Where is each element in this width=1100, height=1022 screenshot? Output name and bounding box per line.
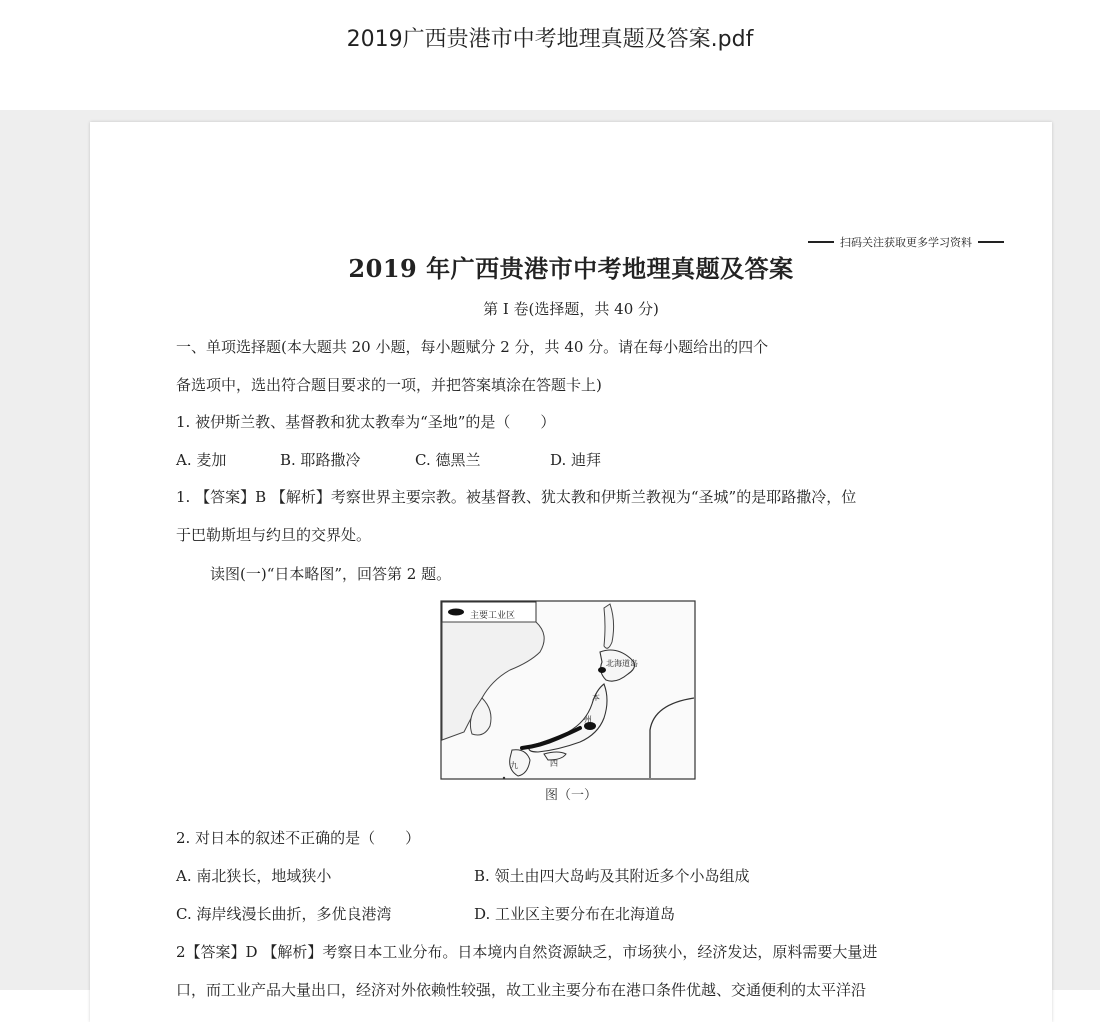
map-intro: 读图(一)“日本略图”，回答第 2 题。 [210,565,452,583]
q1-option-c: C. 德黑兰 [415,451,481,469]
q2-answer-line-2: 口，而工业产品大量出口，经济对外依赖性较强，故工业主要分布在港口条件优越、交通便利的太平洋沿 [176,981,867,999]
q2-answer-line-1: 2【答案】D 【解析】考察日本工业分布。日本境内自然资源缺乏，市场狭小，经济发达，原料需要大量进 [176,943,878,961]
divider [808,241,834,243]
question-1-stem: 1. 被伊斯兰教、基督教和犹太教奉为“圣地”的是（ ） [176,413,556,431]
instruction-line-1: 一、单项选择题(本大题共 20 小题，每小题赋分 2 分，共 40 分。请在每小题给出的四个 [176,338,769,356]
figure-caption: 图（一） [544,788,597,803]
document-title: 2019 年广西贵港市中考地理真题及答案 [348,254,794,283]
q2-option-d: D. 工业区主要分布在北海道岛 [474,905,676,923]
q2-option-b: B. 领土由四大岛屿及其附近多个小岛组成 [474,867,750,885]
header-note [808,234,1004,250]
map-label-jiu: 九 [510,761,518,770]
q1-option-d: D. 迪拜 [550,451,602,469]
q1-option-a: A. 麦加 [176,451,227,469]
q2-option-c: C. 海岸线漫长曲折，多优良港湾 [176,905,392,923]
divider [978,241,1004,243]
q2-option-a: A. 南北狭长，地域狭小 [176,867,332,885]
file-title: 2019广西贵港市中考地理真题及答案.pdf [346,27,754,52]
map-legend-label: 主要工业区 [470,611,516,621]
q1-answer-line-2: 于巴勒斯坦与约旦的交界处。 [176,526,372,544]
japan-map [440,600,696,780]
section-heading: 第 I 卷(选择题，共 40 分) [483,300,659,318]
title-bar [0,0,1100,110]
japan-map-figure [440,600,702,810]
header-note-text: 扫码关注获取更多学习资料 [840,236,972,249]
map-label-si: 四 [550,759,558,768]
map-label-hokkaido: 北海道岛 [606,659,638,668]
pdf-viewer[interactable] [0,110,1100,999]
map-label-ben: 本 [592,693,600,702]
q1-option-b: B. 耶路撒冷 [280,451,361,469]
instruction-line-2: 备选项中，选出符合题目要求的一项，并把答案填涂在答题卡上) [176,376,602,394]
q1-answer-line-1: 1. 【答案】B 【解析】考察世界主要宗教。被基督教、犹太教和伊斯兰教视为“圣城”的是耶路撒冷，位 [176,488,857,506]
map-label-zhou: 州 [584,715,592,724]
question-2-stem: 2. 对日本的叙述不正确的是（ ） [176,829,421,847]
pdf-page [90,122,1052,1022]
